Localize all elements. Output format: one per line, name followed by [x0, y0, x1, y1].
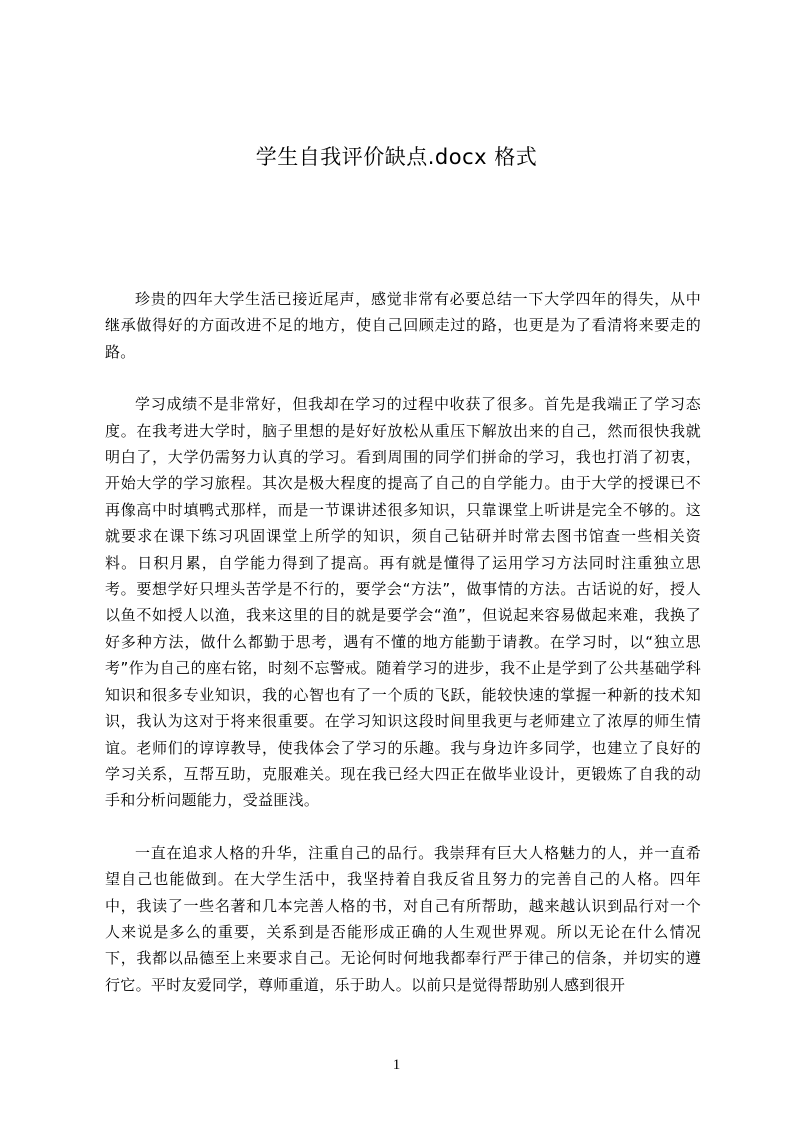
page-number: 1 — [392, 1057, 401, 1073]
document-body — [105, 286, 701, 1024]
document-title: 学生自我评价缺点.docx 格式 — [255, 145, 538, 169]
paragraph-character: 一直在追求人格的升华，注重自己的品行。我崇拜有巨大人格魅力的人，并一直希望自己也能做到。在大学生活中，我坚持着自我反省且努力的完善自己的人格。四年中，我读了一些名著和几本完善人格的书，对自己有所帮助，越来越认识到品行对一个人来说是多么的重要，关系到是否能形成正确的人生观世界观。所以无论在什么情况下，我都以品德至上来要求自己。无论何时何地我都奉行严于律己的信条，并切实的遵行它。平时友爱同学，尊师重道，乐于助人。以前只是觉得帮助别人感到很开 — [105, 843, 701, 994]
paragraph-intro: 珍贵的四年大学生活已接近尾声，感觉非常有必要总结一下大学四年的得失，从中继承做得好的方面改进不足的地方，使自己回顾走过的路，也更是为了看清将来要走的路。 — [105, 290, 701, 361]
paragraph-study: 学习成绩不是非常好，但我却在学习的过程中收获了很多。首先是我端正了学习态度。在我考进大学时，脑子里想的是好好放松从重压下解放出来的自己，然而很快我就明白了，大学仍需努力认真的学习。看到周围的同学们拼命的学习，我也打消了初衷，开始大学的学习旅程。其次是极大程度的提高了自己的自学能力。由于大学的授课已不再像高中时填鸭式那样，而是一节课讲述很多知识，只靠课堂上听讲是完全不够的。这就要求在课下练习巩固课堂上所学的知识，须自己钻研并时常去图书馆查一些相关资料。日积月累，自学能力得到了提高。再有就是懂得了运用学习方法同时注重独立思考。要想学好只埋头苦学是不行的，要学会“方法”，做事情的方法。古话说的好，授人以鱼不如授人以渔，我来这里的目的就是要学会“渔”，但说起来容易做起来难，我换了好多种方法，做什么都勤于思考，遇有不懂的地方能勤于请教。在学习时，以“独立思考”作为自己的座右铭，时刻不忘警戒。随着学习的进步，我不止是学到了公共基础学科知识和很多专业知识，我的心智也有了一个质的飞跃，能较快速的掌握一种新的技术知识，我认为这对于将来很重要。在学习知识这段时间里我更与老师建立了浓厚的师生情谊。老师们的谆谆教导，使我体会了学习的乐趣。我与身边许多同学，也建立了良好的学习关系，互帮互助，克服难关。现在我已经大四正在做毕业设计，更锻炼了自我的动手和分析问题能力，受益匪浅。 — [105, 395, 701, 810]
